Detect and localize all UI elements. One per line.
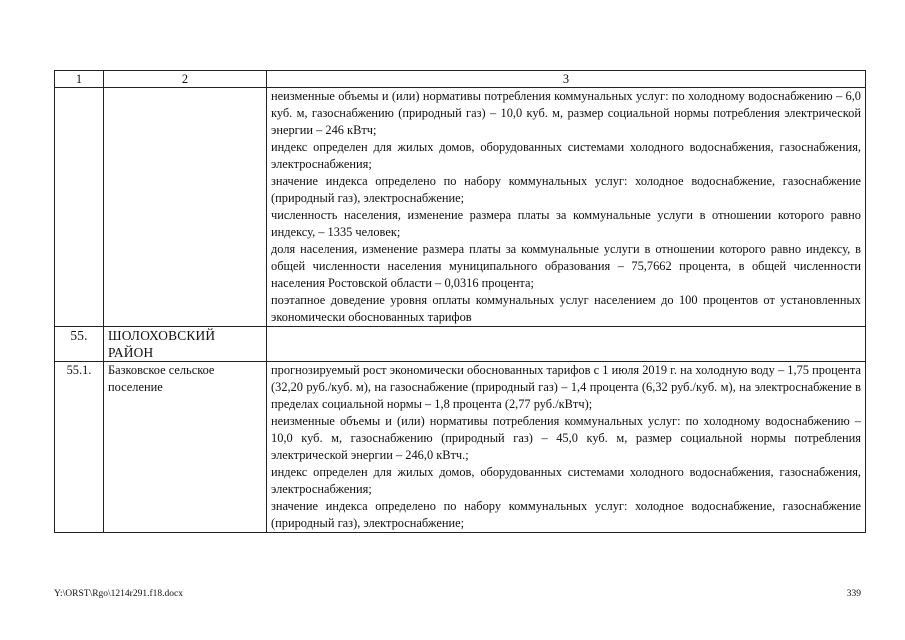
- row-content-cell: [267, 88, 866, 327]
- paragraph: неизменные объемы и (или) нормативы потребления коммунальных услуг: по холодному водоснабжению – 6,0 куб. м, газоснабжению (природный газ) – 10,0 куб. м, размер социальной нормы потребления электрической энергии – 246 кВтч;: [271, 89, 861, 137]
- paragraph: поэтапное доведение уровня оплаты коммунальных услуг населением до 100 процентов от установленных экономически обоснованных тарифов: [271, 293, 861, 324]
- row-number-cell: 55.1.: [55, 362, 104, 533]
- row-number-cell: 55.: [55, 327, 104, 362]
- table-row: [55, 88, 866, 327]
- settlement-name-cell: Базковское сельское поселение: [104, 362, 267, 533]
- paragraph: доля населения, изменение размера платы за коммунальные услуги в отношении которого равно индексу, в общей численности населения муниципального образования – 75,7662 процента, в общей численности населения Ростовской области – 0,0316 процента;: [271, 242, 861, 290]
- paragraph: численность населения, изменение размера платы за коммунальные услуги в отношении которого равно индексу, – 1335 человек;: [271, 208, 861, 239]
- row-name-cell: [104, 88, 267, 327]
- header-col-2: 2: [104, 71, 267, 88]
- header-col-1: 1: [55, 71, 104, 88]
- footer-page-number: 339: [846, 589, 861, 599]
- table-row: [55, 362, 866, 533]
- row-number-cell: [55, 88, 104, 327]
- paragraph: неизменные объемы и (или) нормативы потребления коммунальных услуг: по холодному водоснабжению – 10,0 куб. м, газоснабжению (природный газ) – 45,0 куб. м, размер социальной нормы потребления электрической энергии – 246,0 кВтч.;: [271, 414, 861, 462]
- table-header-row: [55, 71, 866, 88]
- document-table: [54, 70, 866, 533]
- row-content-cell: [267, 327, 866, 362]
- paragraph: индекс определен для жилых домов, оборудованных системами холодного водоснабжения, газоснабжения, электроснабжения;: [271, 465, 861, 496]
- paragraph: значение индекса определено по набору коммунальных услуг: холодное водоснабжение, газоснабжение (природный газ), электроснабжение;: [271, 174, 861, 205]
- header-col-3: 3: [267, 71, 866, 88]
- row-content-cell: [267, 362, 866, 533]
- table-row: [55, 327, 866, 362]
- paragraph: индекс определен для жилых домов, оборудованных системами холодного водоснабжения, газоснабжения, электроснабжения;: [271, 140, 861, 171]
- paragraph: прогнозируемый рост экономически обоснованных тарифов с 1 июля 2019 г. на холодную воду – 1,75 процента (32,20 руб./куб. м), на газоснабжение (природный газ) – 1,4 процента (6,32 руб./куб. м), на электроснабжение в пределах социальной нормы – 1,8 процента (2,77 руб./кВтч);: [271, 363, 861, 411]
- footer-file-path: Y:\ORST\Rgo\1214r291.f18.docx: [54, 589, 183, 599]
- paragraph: значение индекса определено по набору коммунальных услуг: холодное водоснабжение, газоснабжение (природный газ), электроснабжение;: [271, 499, 861, 530]
- district-name-cell: ШОЛОХОВСКИЙ РАЙОН: [104, 327, 267, 362]
